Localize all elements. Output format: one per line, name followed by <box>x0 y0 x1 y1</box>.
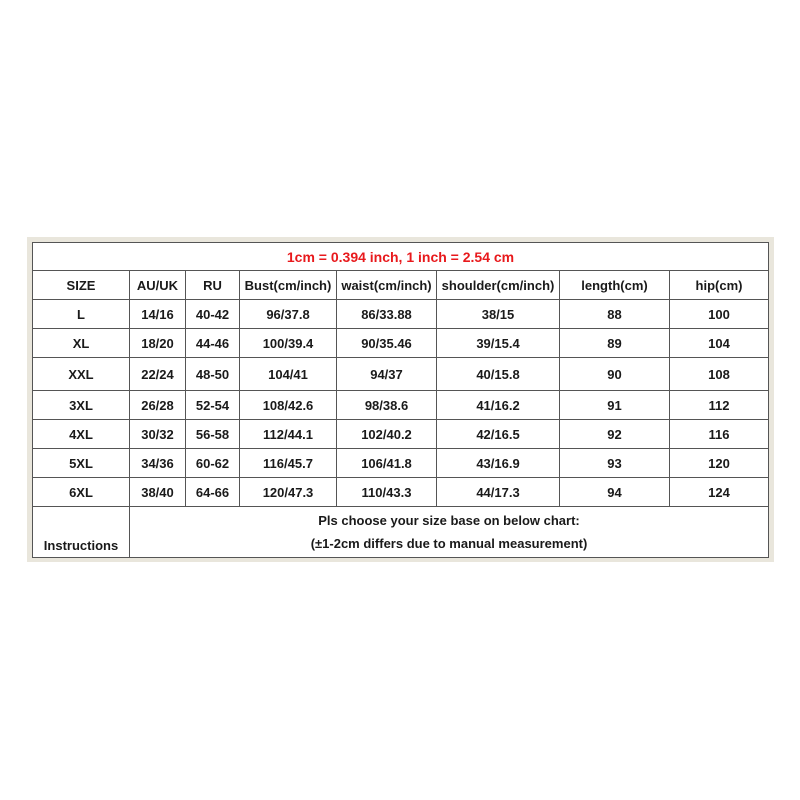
cell-length: 92 <box>560 420 670 449</box>
cell-au-uk: 38/40 <box>130 478 186 507</box>
cell-ru: 48-50 <box>186 358 240 391</box>
table-row <box>33 329 769 358</box>
header-size: SIZE <box>33 271 130 300</box>
cell-shoulder: 41/16.2 <box>437 391 560 420</box>
table-row <box>33 478 769 507</box>
table-row <box>33 358 769 391</box>
cell-hip: 100 <box>670 300 769 329</box>
instructions-row <box>33 507 769 558</box>
header-shoulder: shoulder(cm/inch) <box>437 271 560 300</box>
conversion-title: 1cm = 0.394 inch, 1 inch = 2.54 cm <box>33 243 769 271</box>
header-length: length(cm) <box>560 271 670 300</box>
cell-ru: 60-62 <box>186 449 240 478</box>
instructions-line-2: (±1-2cm differs due to manual measurement) <box>310 536 588 551</box>
cell-bust: 100/39.4 <box>240 329 337 358</box>
cell-hip: 116 <box>670 420 769 449</box>
cell-size: 6XL <box>33 478 130 507</box>
cell-length: 90 <box>560 358 670 391</box>
cell-au-uk: 18/20 <box>130 329 186 358</box>
cell-waist: 110/43.3 <box>337 478 437 507</box>
table-row <box>33 391 769 420</box>
cell-au-uk: 26/28 <box>130 391 186 420</box>
cell-waist: 98/38.6 <box>337 391 437 420</box>
cell-ru: 56-58 <box>186 420 240 449</box>
table-row <box>33 420 769 449</box>
header-bust: Bust(cm/inch) <box>240 271 337 300</box>
cell-au-uk: 34/36 <box>130 449 186 478</box>
cell-ru: 40-42 <box>186 300 240 329</box>
cell-hip: 120 <box>670 449 769 478</box>
instructions-text <box>130 507 769 558</box>
cell-waist: 90/35.46 <box>337 329 437 358</box>
cell-waist: 94/37 <box>337 358 437 391</box>
cell-shoulder: 38/15 <box>437 300 560 329</box>
size-chart-frame <box>27 237 774 562</box>
table-row <box>33 449 769 478</box>
cell-au-uk: 22/24 <box>130 358 186 391</box>
cell-size: L <box>33 300 130 329</box>
cell-bust: 96/37.8 <box>240 300 337 329</box>
conversion-title-row <box>33 243 769 271</box>
cell-au-uk: 30/32 <box>130 420 186 449</box>
header-waist: waist(cm/inch) <box>337 271 437 300</box>
instructions-line-1: Pls choose your size base on below chart: <box>318 513 580 528</box>
cell-bust: 104/41 <box>240 358 337 391</box>
cell-bust: 116/45.7 <box>240 449 337 478</box>
cell-hip: 104 <box>670 329 769 358</box>
cell-bust: 120/47.3 <box>240 478 337 507</box>
cell-shoulder: 43/16.9 <box>437 449 560 478</box>
cell-bust: 112/44.1 <box>240 420 337 449</box>
cell-bust: 108/42.6 <box>240 391 337 420</box>
cell-ru: 52-54 <box>186 391 240 420</box>
cell-size: 4XL <box>33 420 130 449</box>
cell-au-uk: 14/16 <box>130 300 186 329</box>
cell-length: 91 <box>560 391 670 420</box>
cell-length: 93 <box>560 449 670 478</box>
cell-shoulder: 44/17.3 <box>437 478 560 507</box>
size-chart-table <box>32 242 769 558</box>
header-au-uk: AU/UK <box>130 271 186 300</box>
cell-shoulder: 39/15.4 <box>437 329 560 358</box>
cell-size: XXL <box>33 358 130 391</box>
cell-length: 94 <box>560 478 670 507</box>
cell-size: XL <box>33 329 130 358</box>
cell-hip: 112 <box>670 391 769 420</box>
instructions-label: Instructions <box>33 507 130 558</box>
cell-waist: 106/41.8 <box>337 449 437 478</box>
cell-length: 89 <box>560 329 670 358</box>
cell-hip: 108 <box>670 358 769 391</box>
cell-size: 5XL <box>33 449 130 478</box>
header-hip: hip(cm) <box>670 271 769 300</box>
cell-length: 88 <box>560 300 670 329</box>
table-header-row <box>33 271 769 300</box>
cell-waist: 86/33.88 <box>337 300 437 329</box>
cell-size: 3XL <box>33 391 130 420</box>
cell-shoulder: 42/16.5 <box>437 420 560 449</box>
cell-waist: 102/40.2 <box>337 420 437 449</box>
cell-shoulder: 40/15.8 <box>437 358 560 391</box>
cell-ru: 64-66 <box>186 478 240 507</box>
cell-ru: 44-46 <box>186 329 240 358</box>
table-row <box>33 300 769 329</box>
header-ru: RU <box>186 271 240 300</box>
cell-hip: 124 <box>670 478 769 507</box>
